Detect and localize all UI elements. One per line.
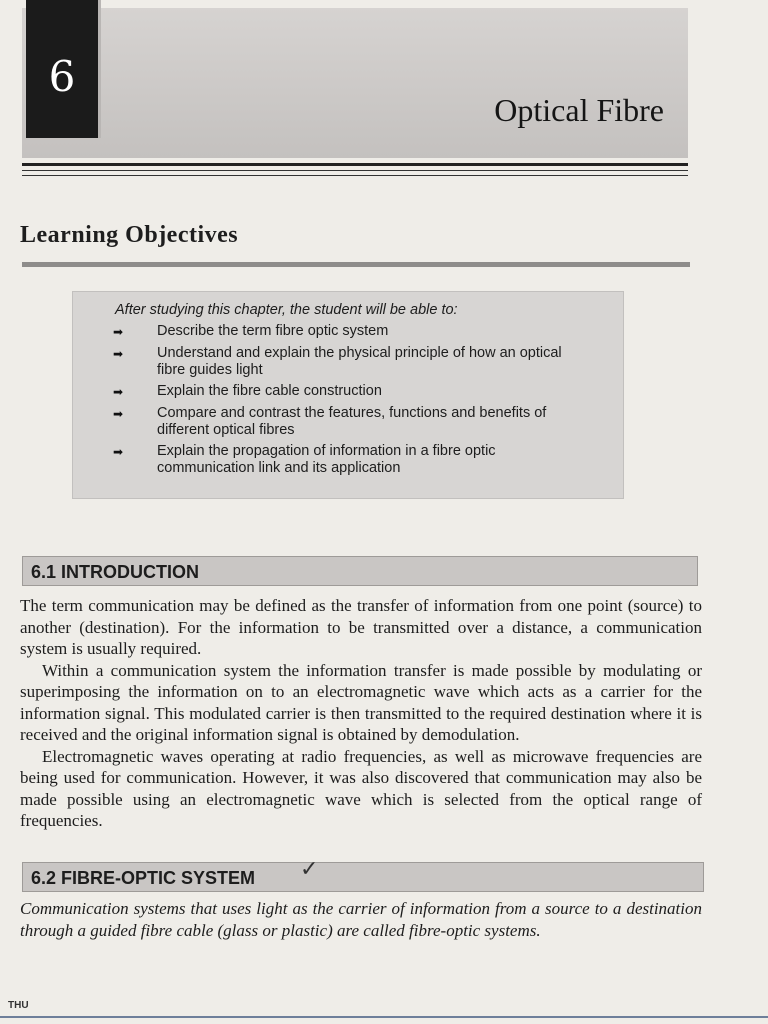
paragraph: Electromagnetic waves operating at radio frequencies, as well as microwave frequencies are being used for communication. However, it was also discovered that communication may also be made possible using an electromagnetic wave which is selected from the optical range of frequencies.	[20, 746, 702, 830]
arrow-icon: ➡	[113, 347, 124, 361]
objective-text: Understand and explain the physical principle of how an optical fibre guides light	[157, 345, 562, 378]
learning-objectives-heading: Learning Objectives	[20, 222, 239, 248]
learning-objectives-intro: After studying this chapter, the student will be able to:	[115, 302, 458, 318]
chapter-title: Optical Fibre	[494, 92, 664, 128]
chapter-header-band	[22, 8, 688, 158]
objective-item	[113, 345, 583, 379]
header-rule	[22, 163, 688, 166]
arrow-icon: ➡	[113, 407, 124, 421]
learning-objectives-list	[113, 323, 583, 481]
learning-objectives-box	[72, 291, 624, 499]
chapter-number-box	[26, 0, 101, 138]
header-rule-thin	[22, 170, 688, 171]
chapter-number: 6	[48, 52, 76, 101]
arrow-icon: ➡	[113, 325, 124, 339]
handwritten-check-icon: ✓	[300, 856, 319, 881]
paragraph: Communication systems that uses light as the carrier of information from a source to a destination through a guided fibre cable (glass or plastic) are called fibre-optic systems.	[20, 899, 702, 940]
objective-text: Explain the fibre cable construction	[157, 383, 382, 399]
objective-item	[113, 323, 583, 341]
objective-text: Describe the term fibre optic system	[157, 323, 389, 339]
section-heading-introduction: 6.1 INTRODUCTION	[22, 556, 698, 586]
arrow-icon: ➡	[113, 445, 124, 459]
section-heading-fibre-optic-system: 6.2 FIBRE-OPTIC SYSTEM	[22, 862, 704, 892]
footer-mark: THU	[8, 1000, 29, 1011]
paragraph: Within a communication system the information transfer is made possible by modulating or superimposing the information on to an electromagnetic wave which acts as a carrier for the information signal. This modulated carrier is then transmitted to the required destination where it is received and the original information signal is obtained by demodulation.	[20, 660, 702, 744]
fibre-optic-text	[20, 898, 702, 941]
header-rule-thin-2	[22, 175, 688, 176]
arrow-icon: ➡	[113, 385, 124, 399]
objective-text: Compare and contrast the features, functions and benefits of different optical fibres	[157, 405, 547, 438]
objective-text: Explain the propagation of information in a fibre optic communication link and its application	[157, 443, 496, 476]
objective-item	[113, 405, 583, 439]
objective-item	[113, 383, 583, 401]
learning-objectives-rule	[22, 262, 690, 267]
paragraph: The term communication may be defined as the transfer of information from one point (source) to another (destination). For the information to be transmitted over a distance, a communication system is usually required.	[20, 596, 702, 658]
footer-rule	[0, 1016, 768, 1018]
objective-item	[113, 443, 583, 477]
introduction-text	[20, 595, 702, 832]
